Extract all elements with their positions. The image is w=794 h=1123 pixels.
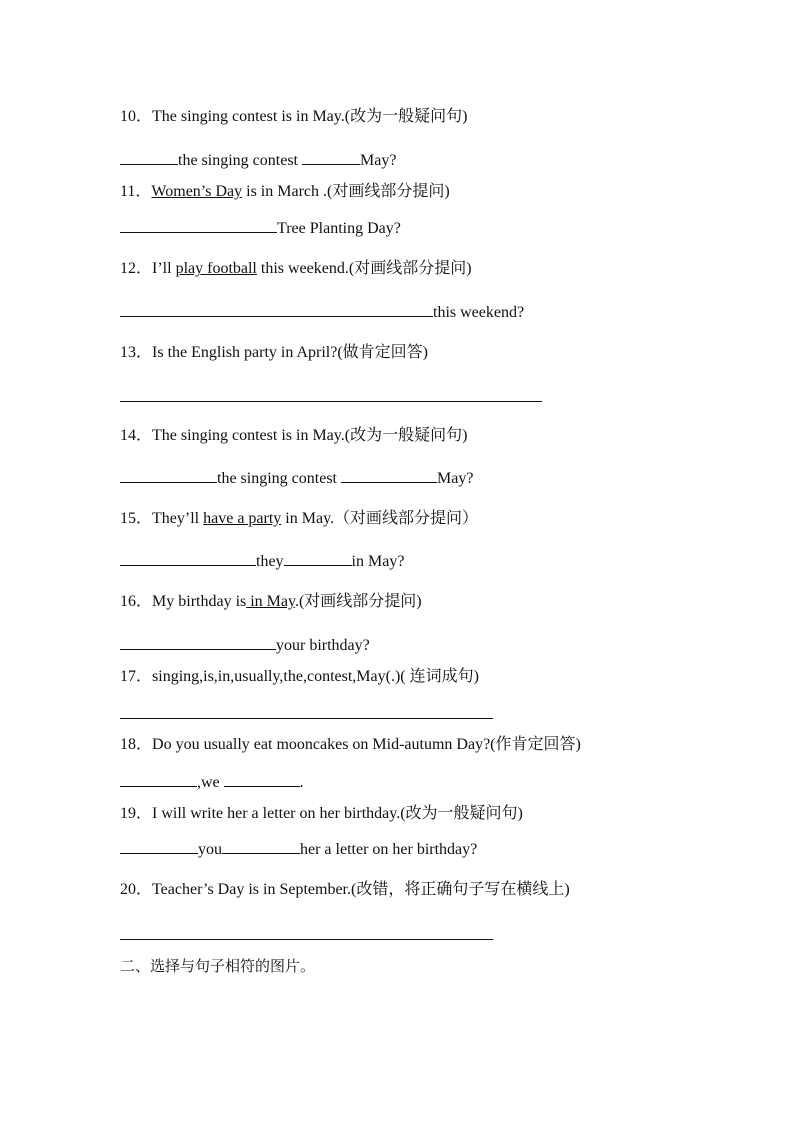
question-13 — [120, 343, 428, 363]
answer-text: this weekend? — [433, 304, 525, 321]
question-number: 18． — [120, 736, 153, 753]
instruction: (改为一般疑问句) — [344, 427, 468, 444]
question-number: 19． — [120, 805, 153, 822]
answer-text: May? — [359, 152, 397, 169]
answer-line-19 — [120, 838, 477, 860]
question-11 — [120, 182, 450, 202]
question-number: 14． — [120, 427, 153, 444]
answer-text: the singing contest — [178, 152, 298, 169]
question-text: this weekend. — [256, 260, 349, 277]
question-16 — [120, 592, 422, 612]
question-number: 10． — [120, 108, 153, 125]
answer-blank[interactable] — [120, 301, 433, 317]
question-text: They’ll — [152, 510, 204, 527]
instruction: (改为一般疑问句) — [344, 108, 468, 125]
question-number: 17． — [120, 668, 153, 685]
answer-blank[interactable] — [120, 401, 542, 402]
answer-line-18 — [120, 771, 304, 793]
answer-line-16 — [120, 634, 370, 656]
question-number: 12． — [120, 260, 153, 277]
answer-line-10 — [120, 149, 396, 171]
question-text: in May. — [281, 510, 335, 527]
underlined-phrase: Women’s Day — [151, 183, 243, 200]
answer-blank[interactable] — [120, 771, 197, 787]
answer-line-15 — [120, 550, 404, 572]
question-text: Teacher’s Day is in September. — [152, 881, 351, 898]
question-number: 16． — [120, 593, 153, 610]
answer-blank[interactable] — [120, 939, 493, 940]
answer-line-11 — [120, 217, 401, 239]
question-text: The singing contest is in May. — [152, 108, 345, 125]
question-number: 20． — [120, 881, 153, 898]
answer-line-14 — [120, 467, 473, 489]
underlined-phrase: have a party — [203, 510, 282, 527]
question-text: . — [294, 593, 299, 610]
answer-blank[interactable] — [224, 771, 300, 787]
instruction: (作肯定回答) — [490, 736, 581, 753]
answer-text: your birthday? — [276, 637, 370, 654]
question-15 — [120, 509, 478, 529]
answer-text: the singing contest — [217, 470, 337, 487]
instruction: (改为一般疑问句) — [400, 805, 523, 822]
question-14 — [120, 426, 467, 446]
question-text: is in March . — [242, 183, 327, 200]
answer-text: ,we — [197, 774, 224, 791]
answer-blank[interactable] — [120, 467, 217, 483]
answer-text: May? — [436, 470, 474, 487]
underlined-phrase: play football — [175, 260, 257, 277]
question-10 — [120, 107, 467, 127]
answer-blank[interactable] — [120, 550, 256, 566]
question-text: Is the English party in April? — [152, 344, 338, 361]
question-19 — [120, 804, 523, 824]
question-text: I will write her a letter on her birthday. — [152, 805, 401, 822]
answer-blank[interactable] — [120, 217, 277, 233]
instruction: (对画线部分提问) — [298, 593, 422, 610]
answer-text: you — [198, 841, 222, 858]
question-text: Do you usually eat mooncakes on Mid-autumn Day? — [152, 736, 491, 753]
answer-blank[interactable] — [302, 149, 360, 165]
question-18 — [120, 735, 581, 755]
answer-line-12 — [120, 301, 524, 323]
answer-text: they — [256, 553, 284, 570]
instruction: (改错，将正确句子写在横线上) — [350, 881, 570, 898]
answer-text: in May? — [351, 553, 405, 570]
instruction: (做肯定回答) — [337, 344, 428, 361]
section-heading: 二、选择与句子相符的图片。 — [120, 957, 316, 975]
answer-text: her a letter on her birthday? — [300, 841, 478, 858]
answer-blank[interactable] — [120, 838, 198, 854]
answer-blank[interactable] — [341, 467, 437, 483]
answer-text: Tree Planting Day? — [277, 220, 401, 237]
answer-blank[interactable] — [120, 149, 178, 165]
answer-blank[interactable] — [284, 550, 352, 566]
underlined-phrase: in May — [246, 593, 295, 610]
question-17 — [120, 667, 479, 687]
question-number: 15． — [120, 510, 153, 527]
question-20 — [120, 880, 570, 900]
answer-blank[interactable] — [120, 634, 276, 650]
question-text: The singing contest is in May. — [152, 427, 345, 444]
question-text: My birthday is — [152, 593, 247, 610]
answer-text: . — [299, 774, 304, 791]
answer-blank[interactable] — [222, 838, 300, 854]
question-number: 13． — [120, 344, 153, 361]
answer-blank[interactable] — [120, 718, 493, 719]
question-12 — [120, 259, 472, 279]
question-number: 11． — [120, 183, 152, 200]
instruction: （对画线部分提问） — [334, 510, 479, 527]
instruction: ( 连词成句) — [400, 668, 479, 685]
instruction: (对画线部分提问) — [327, 183, 450, 200]
question-text: singing,is,in,usually,the,contest,May(.) — [152, 668, 401, 685]
instruction: (对画线部分提问) — [348, 260, 472, 277]
question-text: I’ll — [152, 260, 176, 277]
